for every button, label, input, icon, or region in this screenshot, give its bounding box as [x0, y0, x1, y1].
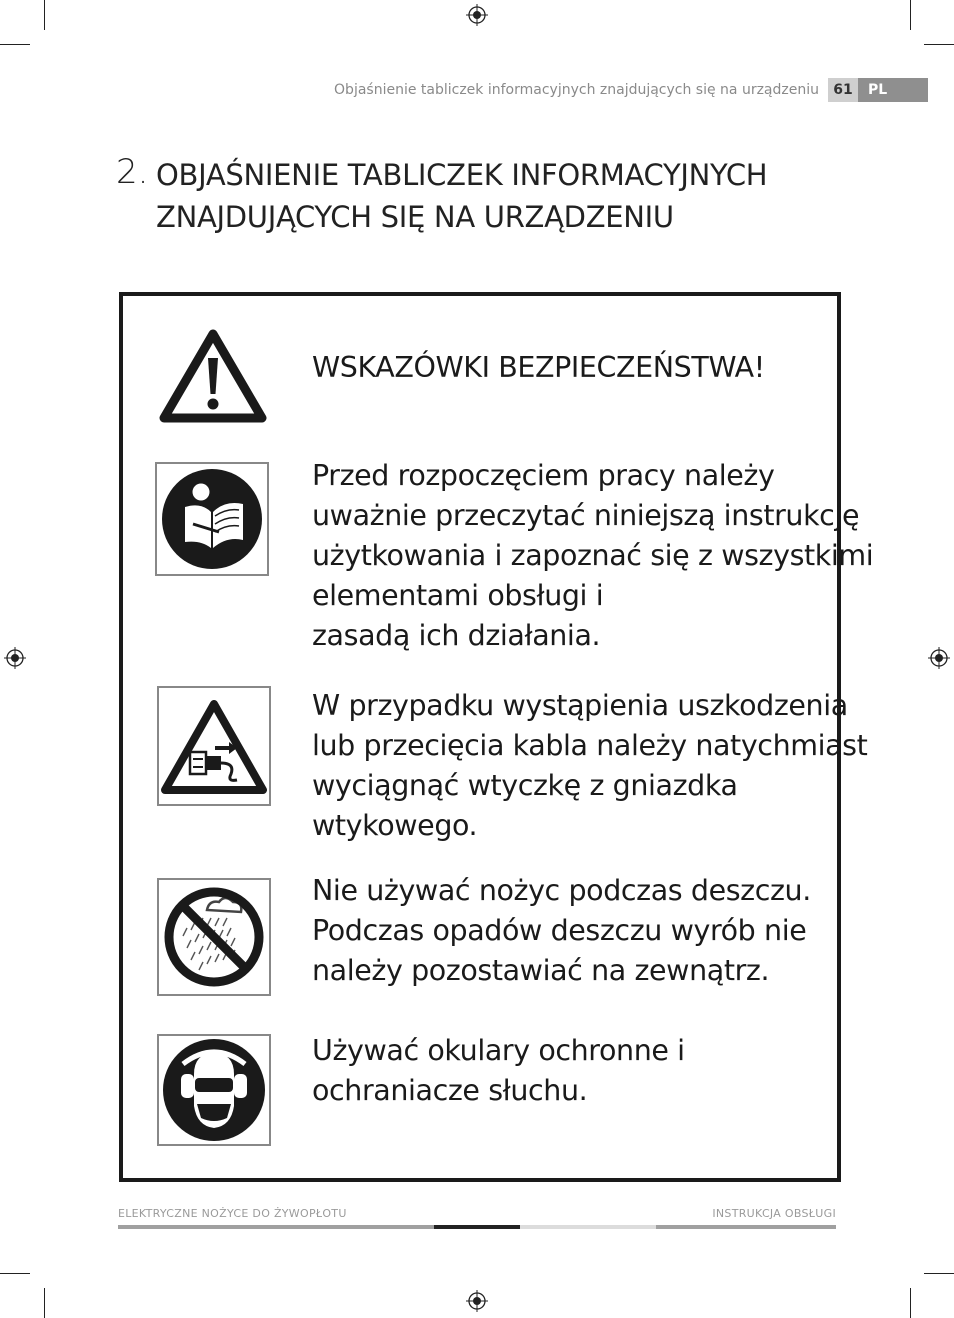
- crop-mark: [44, 1288, 45, 1318]
- section-number: 2.: [116, 152, 149, 192]
- crop-mark: [924, 44, 954, 45]
- footer-rule: [520, 1225, 656, 1229]
- read-manual-icon: [155, 462, 269, 576]
- eye-ear-protection-icon: [157, 1034, 271, 1146]
- registration-mark-icon: [466, 1290, 488, 1312]
- crop-mark: [0, 44, 30, 45]
- crop-mark: [910, 1288, 911, 1318]
- sign-text: Używać okulary ochronne i ochraniacze słuchu.: [312, 1034, 685, 1107]
- warning-triangle-icon: [158, 328, 268, 424]
- footer-manual-label: INSTRUKCJA OBSŁUGI: [712, 1207, 836, 1220]
- crop-mark: [924, 1273, 954, 1274]
- registration-mark-icon: [4, 647, 26, 669]
- sign-text: W przypadku wystąpienia uszkodzenia lub przecięcia kabla należy natychmiast wyciągnąć wtyczkę z gniazdka wtykowego.: [312, 689, 868, 842]
- page-number: 61: [828, 78, 858, 102]
- registration-mark-icon: [928, 647, 950, 669]
- sign-text: Przed rozpoczęciem pracy należy uważnie przeczytać niniejszą instrukcję użytkowania i zapoznać się z wszystkimi elementami obsługi i zasadą ich działania.: [312, 459, 874, 652]
- section-title-line1: OBJAŚNIENIE TABLICZEK INFORMACYJNYCH: [156, 158, 768, 192]
- footer-product-name: ELEKTRYCZNE NOŻYCE DO ŻYWOPŁOTU: [118, 1207, 347, 1220]
- no-rain-icon: [157, 878, 271, 996]
- crop-mark: [44, 0, 45, 30]
- language-badge: PL: [858, 78, 928, 102]
- unplug-warning-icon: [157, 686, 271, 806]
- sign-text: WSKAZÓWKI BEZPIECZEŃSTWA!: [312, 351, 765, 384]
- footer-rule: [434, 1225, 520, 1229]
- running-header: Objaśnienie tabliczek informacyjnych znajdujących się na urządzeniu: [334, 82, 819, 98]
- registration-mark-icon: [466, 4, 488, 26]
- crop-mark: [910, 0, 911, 30]
- footer-rule: [118, 1225, 434, 1229]
- sign-text: Nie używać nożyc podczas deszczu. Podczas opadów deszczu wyrób nie należy pozostawiać na zewnątrz.: [312, 874, 811, 987]
- crop-mark: [0, 1273, 30, 1274]
- section-title-line2: ZNAJDUJĄCYCH SIĘ NA URZĄDZENIU: [156, 200, 674, 234]
- footer-rule: [656, 1225, 836, 1229]
